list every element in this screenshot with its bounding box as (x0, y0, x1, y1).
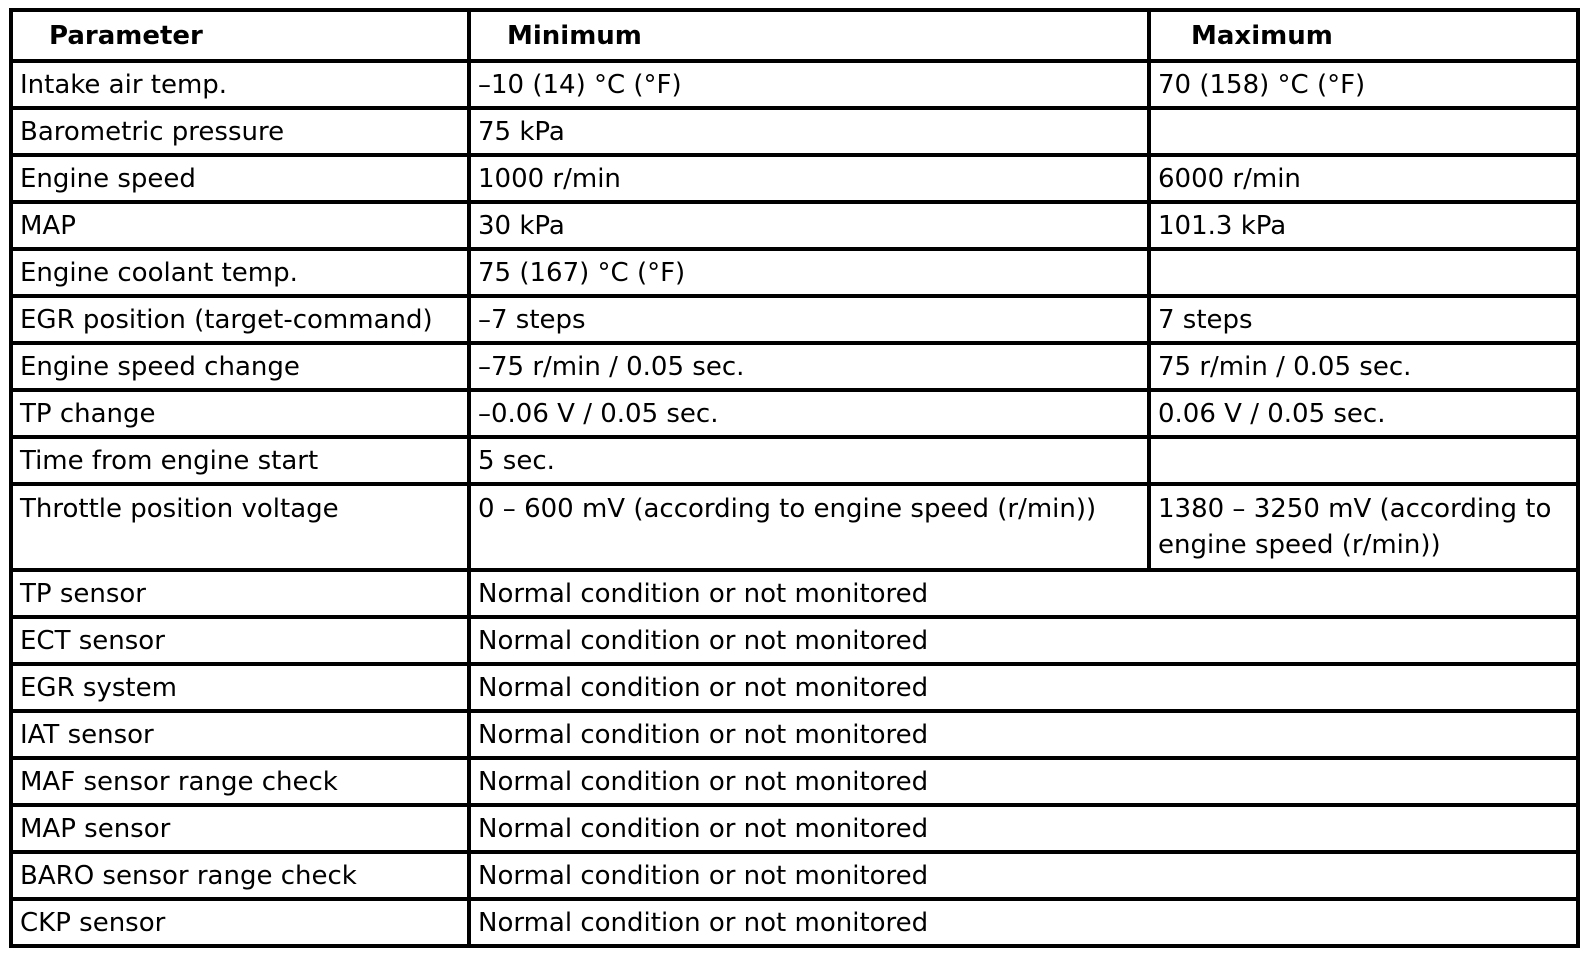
condition-cell: Normal condition or not monitored (469, 852, 1578, 899)
minimum-cell: 75 kPa (469, 108, 1149, 155)
minimum-cell: 0 – 600 mV (according to engine speed (r/min)) (469, 484, 1149, 570)
condition-cell: Normal condition or not monitored (469, 758, 1578, 805)
header-maximum: Maximum (1149, 10, 1578, 61)
parameter-cell: TP sensor (11, 570, 469, 617)
minimum-cell: 75 (167) °C (°F) (469, 249, 1149, 296)
header-minimum: Minimum (469, 10, 1149, 61)
parameter-cell: MAP sensor (11, 805, 469, 852)
parameter-cell: Engine speed change (11, 343, 469, 390)
table-row (11, 108, 1578, 155)
table-row (11, 202, 1578, 249)
condition-row (11, 711, 1578, 758)
condition-cell: Normal condition or not monitored (469, 570, 1578, 617)
parameter-cell: Barometric pressure (11, 108, 469, 155)
condition-row (11, 570, 1578, 617)
table-row (11, 484, 1578, 570)
condition-row (11, 617, 1578, 664)
minimum-cell: –0.06 V / 0.05 sec. (469, 390, 1149, 437)
minimum-cell: –75 r/min / 0.05 sec. (469, 343, 1149, 390)
maximum-cell: 75 r/min / 0.05 sec. (1149, 343, 1578, 390)
maximum-cell (1149, 249, 1578, 296)
maximum-cell: 7 steps (1149, 296, 1578, 343)
maximum-cell: 6000 r/min (1149, 155, 1578, 202)
condition-cell: Normal condition or not monitored (469, 899, 1578, 946)
condition-cell: Normal condition or not monitored (469, 617, 1578, 664)
header-parameter: Parameter (11, 10, 469, 61)
minimum-cell: 5 sec. (469, 437, 1149, 484)
parameter-cell: Engine coolant temp. (11, 249, 469, 296)
condition-cell: Normal condition or not monitored (469, 711, 1578, 758)
maximum-cell (1149, 437, 1578, 484)
table-row (11, 343, 1578, 390)
minimum-cell: 1000 r/min (469, 155, 1149, 202)
maximum-cell: 101.3 kPa (1149, 202, 1578, 249)
minimum-cell: –7 steps (469, 296, 1149, 343)
parameter-cell: CKP sensor (11, 899, 469, 946)
maximum-cell: 70 (158) °C (°F) (1149, 61, 1578, 108)
minimum-cell: 30 kPa (469, 202, 1149, 249)
condition-row (11, 805, 1578, 852)
maximum-cell: 0.06 V / 0.05 sec. (1149, 390, 1578, 437)
parameter-cell: MAP (11, 202, 469, 249)
parameter-cell: ECT sensor (11, 617, 469, 664)
table-row (11, 296, 1578, 343)
condition-cell: Normal condition or not monitored (469, 805, 1578, 852)
parameter-cell: IAT sensor (11, 711, 469, 758)
parameter-cell: Throttle position voltage (11, 484, 469, 570)
parameter-cell: Time from engine start (11, 437, 469, 484)
condition-row (11, 899, 1578, 946)
header-row (11, 10, 1578, 61)
minimum-cell: –10 (14) °C (°F) (469, 61, 1149, 108)
table-row (11, 390, 1578, 437)
parameter-cell: BARO sensor range check (11, 852, 469, 899)
table-row (11, 437, 1578, 484)
condition-cell: Normal condition or not monitored (469, 664, 1578, 711)
condition-row (11, 664, 1578, 711)
table-row (11, 61, 1578, 108)
condition-row (11, 852, 1578, 899)
parameter-cell: Engine speed (11, 155, 469, 202)
maximum-cell: 1380 – 3250 mV (according to engine speed (r/min)) (1149, 484, 1578, 570)
condition-row (11, 758, 1578, 805)
parameter-table (9, 8, 1580, 948)
parameter-cell: TP change (11, 390, 469, 437)
parameter-cell: Intake air temp. (11, 61, 469, 108)
maximum-cell (1149, 108, 1578, 155)
table-row (11, 155, 1578, 202)
table-row (11, 249, 1578, 296)
parameter-cell: EGR position (target-command) (11, 296, 469, 343)
parameter-cell: EGR system (11, 664, 469, 711)
parameter-cell: MAF sensor range check (11, 758, 469, 805)
